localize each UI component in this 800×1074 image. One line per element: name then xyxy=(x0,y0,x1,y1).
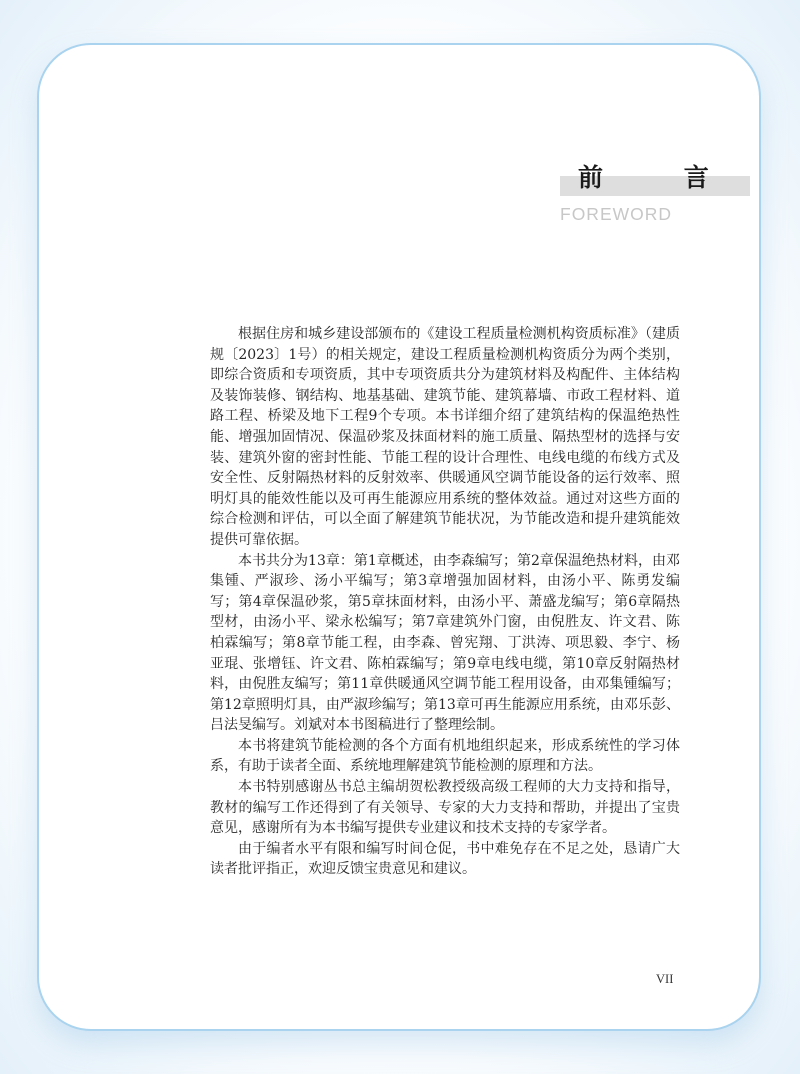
paragraph: 根据住房和城乡建设部颁布的《建设工程质量检测机构资质标准》（建质规〔2023〕1号）的相关规定，建设工程质量检测机构资质分为两个类别，即综合资质和专项资质，其中专项资质共分为建筑材料及构配件、主体结构及装饰装修、钢结构、地基基础、建筑节能、建筑幕墙、市政工程材料、道路工程、桥梁及地下工程9个专项。本书详细介绍了建筑结构的保温绝热性能、增强加固情况、保温砂浆及抹面材料的施工质量、隔热型材的选择与安装、建筑外窗的密封性能、节能工程的设计合理性、电线电缆的布线方式及安全性、反射隔热材料的反射效率、供暖通风空调节能设备的运行效率、照明灯具的能效性能以及可再生能源应用系统的整体效益。通过对这些方面的综合检测和评估，可以全面了解建筑节能状况，为节能改造和提升建筑能效提供可靠依据。 xyxy=(210,326,680,548)
paragraph: 本书共分为13章：第1章概述，由李森编写；第2章保温绝热材料，由邓集锺、严淑珍、汤小平编写；第3章增强加固材料，由汤小平、陈勇发编写；第4章保温砂浆，第5章抹面材料，由汤小平、萧盛龙编写；第6章隔热型材，由汤小平、梁永松编写；第7章建筑外门窗，由倪胜友、许文君、陈柏霖编写；第8章节能工程，由李森、曾宪翔、丁洪涛、项思毅、李宁、杨亚琨、张增钰、许文君、陈柏霖编写；第9章电线电缆，第10章反射隔热材料，由倪胜友编写；第11章供暖通风空调节能工程用设备，由邓集锺编写；第12章照明灯具，由严淑珍编写；第13章可再生能源应用系统，由邓乐彭、吕法旻编写。刘斌对本书图稿进行了整理绘制。 xyxy=(210,552,680,734)
paragraph: 本书特别感谢丛书总主编胡贺松教授级高级工程师的大力支持和指导，教材的编写工作还得到了有关领导、专家的大力支持和帮助，并提出了宝贵意见，感谢所有为本书编写提供专业建议和技术支持的专家学者。 xyxy=(210,779,680,837)
page-number: VII xyxy=(656,972,674,986)
paragraph: 本书将建筑节能检测的各个方面有机地组织起来，形成系统性的学习体系，有助于读者全面、系统地理解建筑节能检测的原理和方法。 xyxy=(210,737,680,775)
foreword-body xyxy=(210,324,680,880)
paragraph: 由于编者水平有限和编写时间仓促，书中难免存在不足之处，恳请广大读者批评指正，欢迎反馈宝贵意见和建议。 xyxy=(210,840,680,878)
page-subtitle: FOREWORD xyxy=(560,204,673,224)
page-title: 前 言 xyxy=(578,163,745,192)
